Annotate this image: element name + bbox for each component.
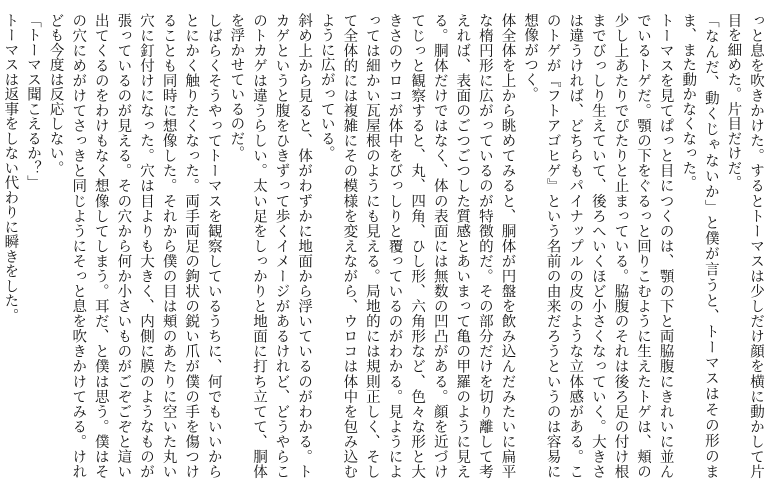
vertical-text-body	[1, 13, 767, 479]
paragraph: 体全体を上から眺めてみると、胴体が円盤を飲み込んだみたいに扁平な楕円形に広がっているのが特徴的だ。その部分だけを切り離して考えれば、表面のごつごつした質感とあいまって亀の甲羅のように見える。胴体だけではなく、体の表面には無数の凹凸がある。顔を近づけてじっと観察すると、丸、四角、ひし形、六角形など、色々な形と大きさのウロコが体中をびっしりと覆っているのがわかる。見ようによっては細かい瓦屋根のようにも見える。局地的には規則正しく、そして全体的には複雑にその模様を変えながら、ウロコは体中を包み込むように広がっている。	[318, 13, 516, 479]
paragraph: っと息を吹きかけた。するとトーマスは少しだけ顔を横に動かして片目を細めた。片目だけだ。	[725, 13, 764, 479]
paragraph: 「トーマス聞こえるか？」	[25, 13, 41, 190]
paragraph: トーマスを見てぱっと目につくのは、顎の下と両脇腹にきれいに並んでいるトゲだ。顎の下をぐるっと回りこむように生えたトゲは、頬の少し上あたりでぴたりと止まっている。脇腹のそれは後ろ足の付け根までびっしり生えていて、後ろへいくほど小さくなっていく。大きさは違うければ、どちらもパイナップルの皮のような立体感がある。このトゲが『フトアゴヒゲ』という名前の由来だろうというのは容易に想像がつく。	[522, 13, 674, 479]
paragraph: 「なんだ、動くじゃないか」と僕が言うと、トーマスはその形のまま、また動かなくなった。	[680, 13, 719, 479]
paragraph: しばらくそうやってトーマスを観察しているうちに、何でもいいからとにかく触りたくなった。両手両足の鉤状の鋭い爪が僕の手を傷つけることも同時に想像した。それから僕の目は頬のあたりに空いた丸い穴に釘付けになった。穴は目よりも大きく、内側に膜のようなものが張っているのが見える。その穴から何か小さいものがごぞごぞと這い出てくるのをわけもなく想像してしまう。耳だ、と僕は思う。僕はその穴にめがけてさっきと同じようにそっと息を吹きかけてみる。けれども今度は反応しない。	[47, 13, 222, 479]
paragraph: 斜め上から見ると、体がわずかに地面から浮いているのがわかる。トカゲというと腹をひきずって歩くイメージがあるけれど、どうやらこのトカゲは違うらしい。太い足をしっかりと地面に打ち立てて、胴体を浮かせているのだ。	[228, 13, 313, 479]
paragraph: トーマスは返事をしない代わりに瞬きをした。	[2, 13, 19, 323]
